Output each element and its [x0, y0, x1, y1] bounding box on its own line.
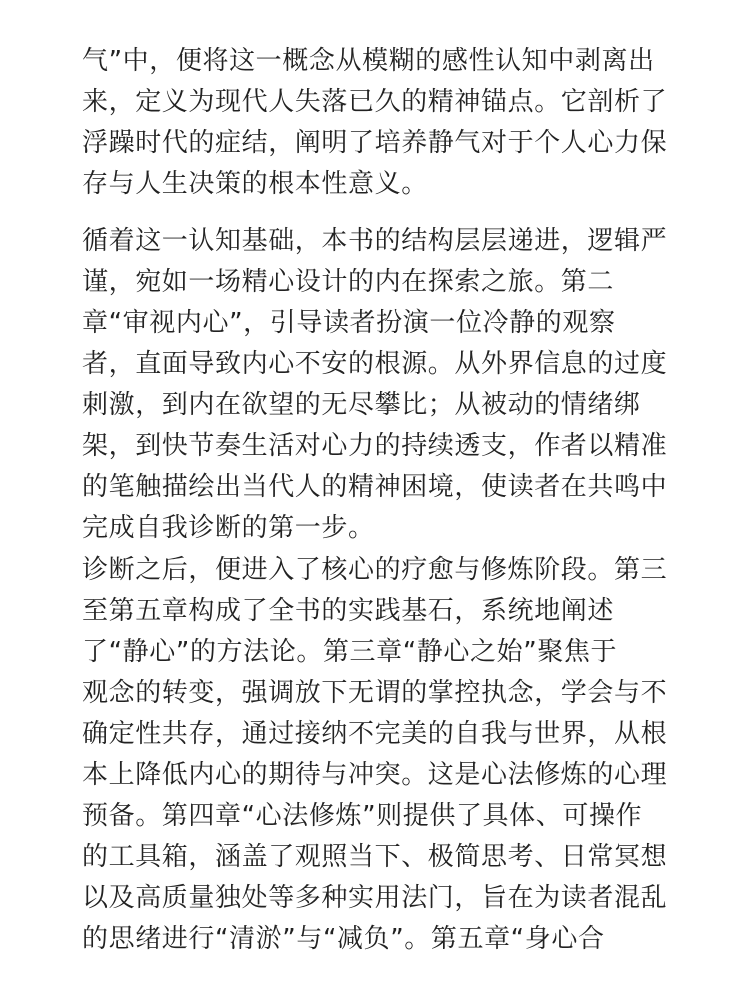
- paragraph-line: 架，到快节奏生活对心力的持续透支，作者以精准: [82, 431, 668, 461]
- paragraph-line: 浮躁时代的症结，阐明了培养静气对于个人心力保: [82, 128, 668, 158]
- paragraph-line: 气”中，便将这一概念从模糊的感性认知中剥离出: [82, 46, 655, 76]
- paragraph-1: [82, 41, 667, 205]
- paragraph-line: 观念的转变，强调放下无谓的掌控执念，学会与不: [82, 678, 668, 708]
- paragraph-line: 存与人生决策的根本性意义。: [82, 169, 428, 199]
- paragraph-line: 循着这一认知基础，本书的结构层层递进，逻辑严: [82, 226, 668, 256]
- paragraph-line: 本上降低内心的期待与冲突。这是心法修炼的心理: [82, 760, 668, 790]
- paragraph-line: 确定性共存，通过接纳不完美的自我与世界，从根: [82, 719, 668, 749]
- paragraph-line: 了“静心”的方法论。第三章“静心之始”聚焦于: [82, 637, 618, 667]
- paragraph-line: 以及高质量独处等多种实用法门，旨在为读者混乱: [82, 883, 668, 913]
- paragraph-line: 章“审视内心”，引导读者扮演一位冷静的观察: [82, 308, 616, 338]
- paragraph-line: 完成自我诊断的第一步。: [82, 513, 375, 543]
- paragraph-line: 的笔触描绘出当代人的精神困境，使读者在共鸣中: [82, 472, 668, 502]
- paragraph-line: 刺激，到内在欲望的无尽攀比；从被动的情绪绑: [82, 390, 641, 420]
- paragraph-line: 预备。第四章“心法修炼”则提供了具体、可操作: [82, 801, 643, 831]
- paragraph-line: 的思绪进行“清淤”与“减负”。第五章“身心合: [82, 924, 605, 954]
- paragraph-2: [82, 221, 667, 549]
- paragraph-line: 谨，宛如一场精心设计的内在探索之旅。第二: [82, 267, 615, 297]
- paragraph-line: 诊断之后，便进入了核心的疗愈与修炼阶段。第三: [82, 555, 668, 585]
- paragraph-line: 的工具箱，涵盖了观照当下、极简思考、日常冥想: [82, 842, 668, 872]
- paragraph-line: 来，定义为现代人失落已久的精神锚点。它剖析了: [82, 87, 668, 117]
- paragraph-line: 至第五章构成了全书的实践基石，系统地阐述: [82, 596, 615, 626]
- paragraph-line: 者，直面导致内心不安的根源。从外界信息的过度: [82, 349, 668, 379]
- paragraph-3: [82, 550, 667, 960]
